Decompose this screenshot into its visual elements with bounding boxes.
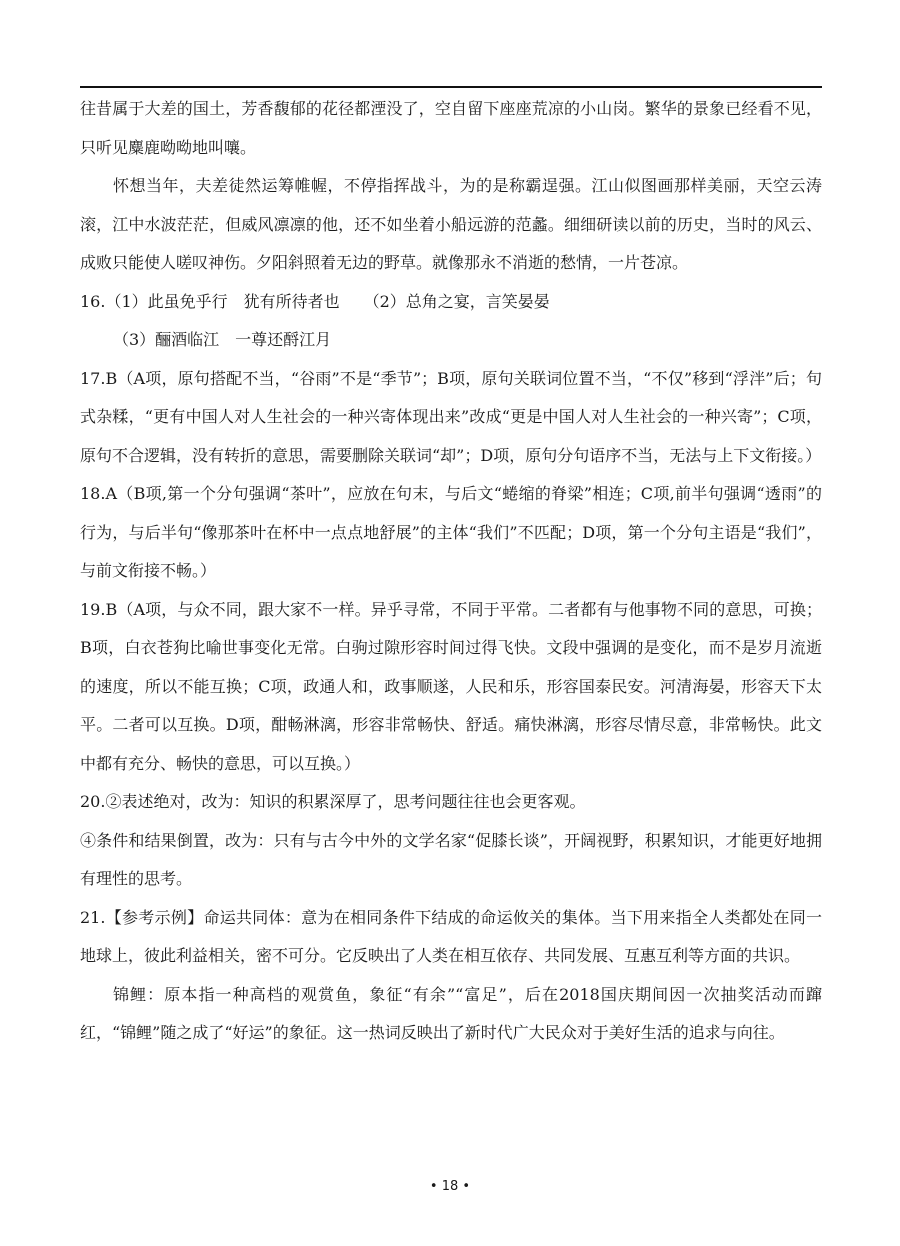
answer-19: 19.B（A项，与众不同，跟大家不一样。异乎寻常，不同于平常。二者都有与他事物不同的意思，可换；B项，白衣苍狗比喻世事变化无常。白驹过隙形容时间过得飞快。文段中强调的是变化，而不是岁月流逝的速度，所以不能互换；C项，政通人和，政事顺遂，人民和乐，形容国泰民安。河清海晏，形容天下太平。二者可以互换。D项，酣畅淋漓，形容非常畅快、舒适。痛快淋漓，形容尽情尽意，非常畅快。此文中都有充分、畅快的意思，可以互换。） [80, 599, 822, 773]
document-body [80, 90, 822, 1053]
answer-16-line-2: （3）酾酒临江 一尊还酹江月 [113, 330, 332, 349]
answer-21-paragraph-2: 锦鲤：原本指一种高档的观赏鱼，象征“有余”“富足”，后在2018国庆期间因一次抽奖活动而蹿红，“锦鲤”随之成了“好运”的象征。这一热词反映出了新时代广大民众对于美好生活的追求与向往。 [80, 984, 822, 1042]
translation-paragraph-1: 往昔属于大差的国土，芳香馥郁的花径都湮没了，空自留下座座荒凉的小山岗。繁华的景象已经看不见，只听见麋鹿呦呦地叫嚷。 [80, 99, 822, 157]
answer-16-line-1: 16.（1）此虽免乎行 犹有所待者也 （2）总角之宴，言笑晏晏 [80, 291, 550, 311]
page-number: • 18 • [429, 1179, 471, 1194]
translation-paragraph-2: 怀想当年，夫差徒然运筹帷幄，不停指挥战斗，为的是称霸逞强。江山似图画那样美丽，天空云涛滚，江中水波茫茫，但威风凛凛的他，还不如坐着小船远游的范蠡。细细研读以前的历史，当时的风云、成败只能使人嗟叹神伤。夕阳斜照着无边的野草。就像那永不消逝的愁情，一片苍凉。 [80, 176, 822, 272]
answer-20-line-1: 20.②表述绝对，改为：知识的积累深厚了，思考问题往往也会更客观。 [80, 792, 586, 811]
answer-18: 18.A（B项,第一个分句强调“茶叶”，应放在句末，与后文“蜷缩的脊梁”相连；C项,前半句强调“透雨”的行为，与后半句“像那茶叶在杯中一点点地舒展”的主体“我们”不匹配；D项，第一个分句主语是“我们”，与前文衔接不畅。） [80, 484, 822, 580]
answer-21-paragraph-1: 21.【参考示例】命运共同体：意为在相同条件下结成的命运攸关的集体。当下用来指全人类都处在同一地球上，彼此利益相关，密不可分。它反映出了人类在相互依存、共同发展、互惠互利等方面的共识。 [80, 907, 822, 965]
answer-17: 17.B（A项，原句搭配不当，“谷雨”不是“季节”；B项，原句关联词位置不当，“不仅”移到“浮泮”后；句式杂糅，“更有中国人对人生社会的一种兴寄体现出来”改成“更是中国人对人生社会的一种兴寄”；C项，原句不合逻辑，没有转折的意思，需要删除关联词“却”；D项，原句分句语序不当，无法与上下文衔接。） [80, 368, 822, 465]
answer-20-line-2: ④条件和结果倒置，改为：只有与古今中外的文学名家“促膝长谈”，开阔视野，积累知识，才能更好地拥有理性的思考。 [80, 830, 822, 888]
header-rule [80, 86, 822, 88]
